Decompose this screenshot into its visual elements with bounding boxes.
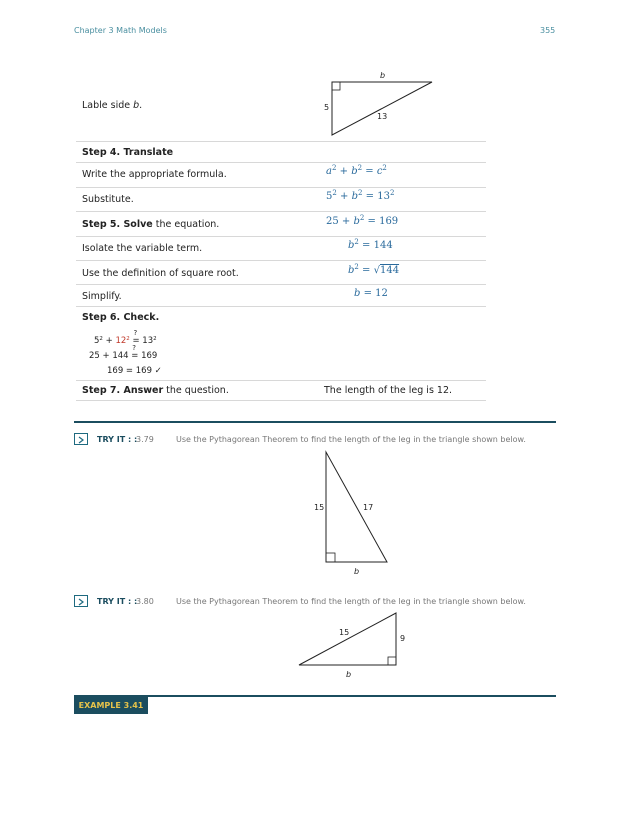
simplify-label: Simplify. xyxy=(82,291,122,302)
substitute-label: Substitute. xyxy=(82,194,134,205)
sqrt-equation: $b^2 = √144$ xyxy=(348,263,400,276)
label-side-text: Lable side b. xyxy=(82,100,143,111)
row-divider xyxy=(76,284,486,285)
chevron-right-icon xyxy=(78,598,84,606)
triangle-figure-2 xyxy=(306,448,396,580)
expand-try-it-2-button[interactable] xyxy=(74,595,88,607)
try-it-top-rule xyxy=(74,421,556,423)
step4-heading: Step 4. Translate xyxy=(82,147,174,158)
row-divider xyxy=(76,400,486,401)
row-divider xyxy=(76,162,486,163)
step5-heading: Step 5. Solve the equation. xyxy=(82,219,220,230)
triangle-figure-3 xyxy=(292,608,412,682)
page-number: 355 xyxy=(540,26,556,35)
solve-equation: $25 + b^2 = 169$ xyxy=(326,214,399,227)
right-angle-marker xyxy=(326,553,335,562)
formula-equation: $a^2 + b^2 = c^2$ xyxy=(326,164,387,177)
right-angle-marker xyxy=(388,657,396,665)
triangle-2-bottom-label: b xyxy=(354,567,360,576)
row-divider xyxy=(76,211,486,212)
expand-try-it-1-button[interactable] xyxy=(74,433,88,445)
formula-label: Write the appropriate formula. xyxy=(82,169,227,180)
triangle-2-left-label: 15 xyxy=(314,503,325,512)
row-divider xyxy=(76,380,486,381)
substitute-equation: $5^2 + b^2 = 13^2$ xyxy=(326,189,395,202)
triangle-1-top-label: b xyxy=(380,71,386,80)
triangle-3-right-label: 9 xyxy=(400,634,406,643)
chapter-header: Chapter 3 Math Models xyxy=(74,26,167,35)
triangle-1-left-label: 5 xyxy=(324,103,330,112)
try-it-2-text: Use the Pythagorean Theorem to find the length of the leg in the triangle shown below. xyxy=(176,597,526,606)
try-it-2-number: 3.80 xyxy=(136,597,154,606)
row-divider xyxy=(76,306,486,307)
triangle-3-bottom-label: b xyxy=(346,670,352,679)
example-label: EXAMPLE 3.41 xyxy=(74,697,148,714)
check-line-2: 25 + 144 ? = 169 xyxy=(89,344,158,361)
triangle-3-shape xyxy=(299,613,396,665)
chevron-right-icon xyxy=(78,436,84,444)
row-divider xyxy=(76,260,486,261)
isolate-label: Isolate the variable term. xyxy=(82,243,203,254)
triangle-3-hyp-label: 15 xyxy=(339,628,350,637)
row-divider xyxy=(76,236,486,237)
triangle-1-hyp-label: 13 xyxy=(377,112,388,121)
try-it-1-number: 3.79 xyxy=(136,435,154,444)
sqrt-label: Use the definition of square root. xyxy=(82,268,239,279)
row-divider xyxy=(76,141,486,142)
triangle-figure-1 xyxy=(318,68,448,140)
step6-heading: Step 6. Check. xyxy=(82,312,160,323)
try-it-1-text: Use the Pythagorean Theorem to find the length of the leg in the triangle shown below. xyxy=(176,435,526,444)
try-it-1-label: TRY IT : : xyxy=(97,435,138,444)
isolate-equation: $b^2 = 144$ xyxy=(348,238,393,251)
simplify-equation: b = 12 xyxy=(354,288,388,299)
row-divider xyxy=(76,187,486,188)
right-angle-marker xyxy=(332,82,340,90)
step7-heading: Step 7. Answer the question. xyxy=(82,385,229,396)
try-it-2-label: TRY IT : : xyxy=(97,597,138,606)
triangle-2-shape xyxy=(326,452,387,562)
triangle-1-shape xyxy=(332,82,432,135)
triangle-2-hyp-label: 17 xyxy=(363,503,374,512)
step7-answer: The length of the leg is 12. xyxy=(324,385,453,396)
check-line-1: $5^2 + 12^2$ ? = $13^2$ xyxy=(94,329,157,346)
check-line-3: 169 = 169 ✓ xyxy=(107,366,162,376)
